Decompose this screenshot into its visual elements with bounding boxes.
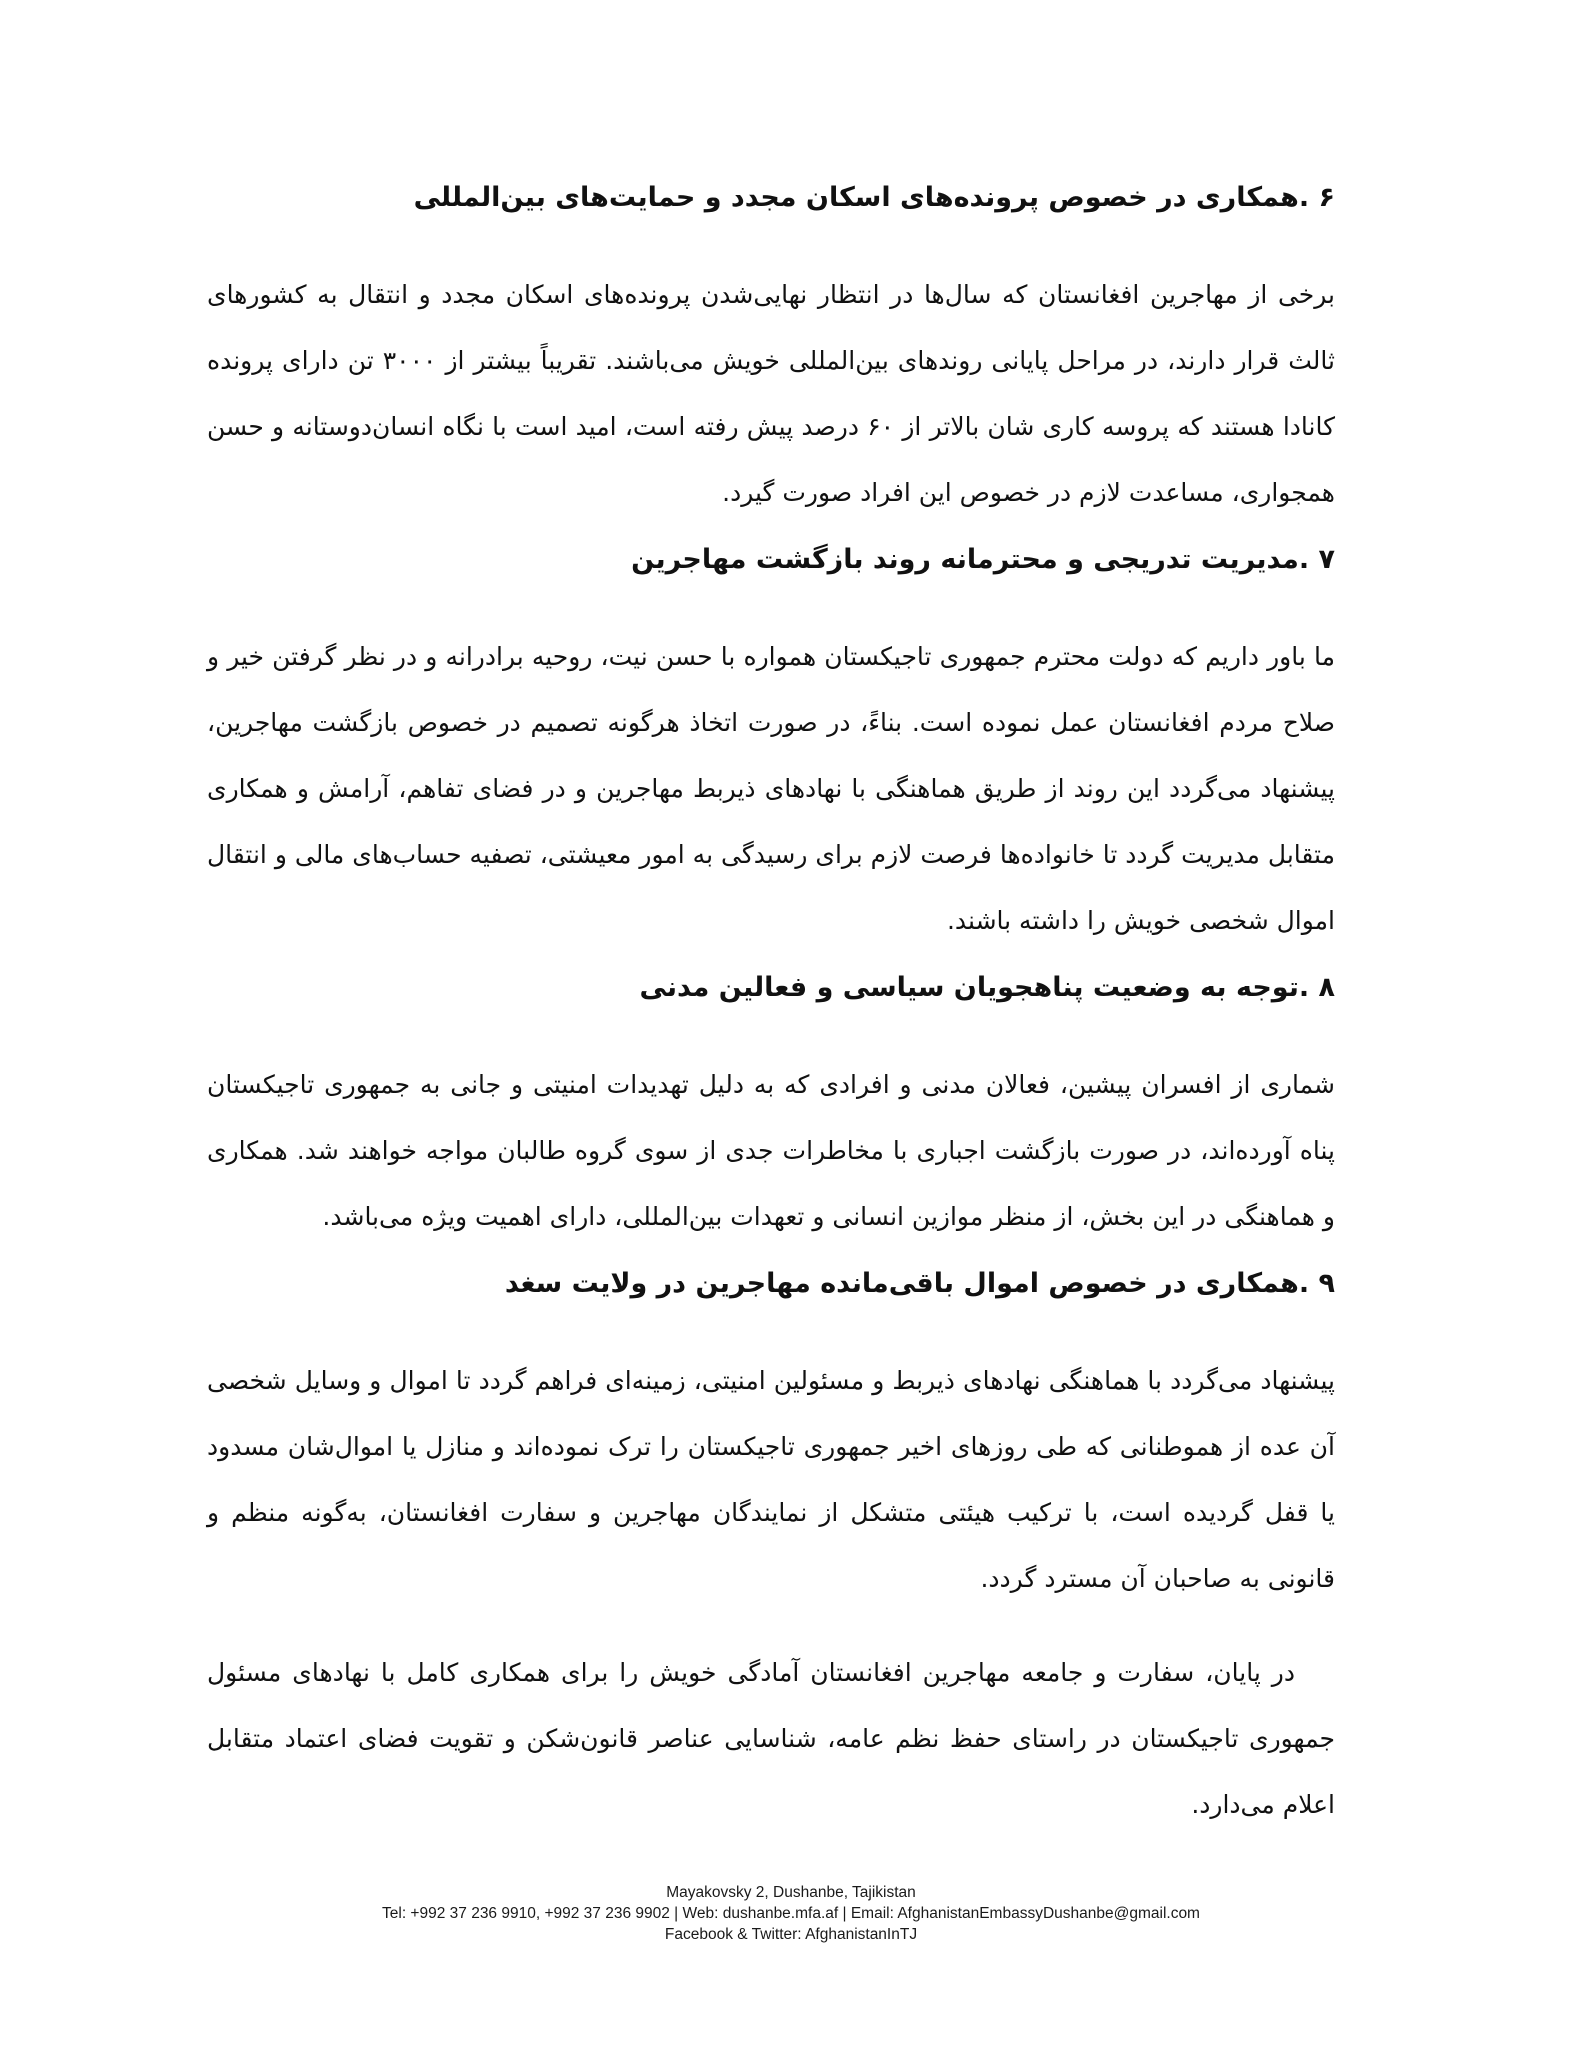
footer-contacts: Tel: +992 37 236 9910, +992 37 236 9902 | Web: dushanbe.mfa.af | Email: AfghanistanEmbassyDushanbe@gmail.com (382, 1905, 1200, 1922)
section-8 (207, 968, 1335, 1264)
closing-paragraph: در پایان، سفارت و جامعه مهاجرین افغانستان آمادگی خویش را برای همکاری کامل با نهادهای مسئول جمهوری تاجیکستان در راستای حفظ نظم عامه، شناسایی عناصر قانون‌شکن و تقویت فضای اعتماد متقابل اعلام می‌دارد. (207, 1658, 1335, 1819)
section-paragraph: پیشنهاد می‌گردد با هماهنگی نهادهای ذیربط و مسئولین امنیتی، زمینه‌ای فراهم گردد تا اموال و وسایل شخصی آن عده از هموطنانی که طی روزهای اخیر جمهوری تاجیکستان را ترک نموده‌اند و منازل یا اموال‌شان مسدود یا قفل گردیده است، با ترکیب هیئتی متشکل از نمایندگان مهاجرین و سفارت افغانستان، به‌گونه منظم و قانونی به صاحبان آن مسترد گردد. (207, 1366, 1335, 1593)
section-heading: ۶ .همکاری در خصوص پرونده‌های اسکان مجدد و حمایت‌های بین‌المللی (413, 182, 1335, 213)
section-paragraph: برخی از مهاجرین افغانستان که سال‌ها در انتظار نهایی‌شدن پرونده‌های اسکان مجدد و انتقال به کشورهای ثالث قرار دارند، در مراحل پایانی روندهای بین‌المللی خویش می‌باشند. تقریباً بیشتر از ۳۰۰۰ تن دارای پرونده کانادا هستند که پروسه کاری شان بالاتر از ۶۰ درصد پیش رفته است، امید است با نگاه انسان‌دوستانه و حسن همجواری، مساعدت لازم در خصوص این افراد صورت گیرد. (207, 280, 1336, 507)
section-heading: ۹ .همکاری در خصوص اموال باقی‌مانده مهاجرین در ولایت سغد (504, 1268, 1335, 1299)
section-paragraph: شماری از افسران پیشین، فعالان مدنی و افرادی که به دلیل تهدیدات امنیتی و جانی به جمهوری تاجیکستان پناه آورده‌اند، در صورت بازگشت اجباری با مخاطرات جدی از سوی گروه طالبان مواجه خواهند شد. همکاری و هماهنگی در این بخش، از منظر موازین انسانی و تعهدات بین‌المللی، دارای اهمیت ویژه می‌باشد. (207, 1070, 1335, 1231)
section-paragraph: ما باور داریم که دولت محترم جمهوری تاجیکستان همواره با حسن نیت، روحیه برادرانه و در نظر گرفتن خیر و صلاح مردم افغانستان عمل نموده است. بناءً، در صورت اتخاذ هرگونه تصمیم در خصوص بازگشت مهاجرین، پیشنهاد می‌گردد این روند از طریق هماهنگی با نهادهای ذیربط مهاجرین و در فضای تفاهم، آرامش و همکاری متقابل مدیریت گردد تا خانواده‌ها فرصت لازم برای رسیدگی به امور معیشتی، تصفیه حساب‌های مالی و انتقال اموال شخصی خویش را داشته باشند. (207, 642, 1335, 935)
letterhead-footer (0, 1882, 1582, 1945)
document-body (207, 178, 1335, 1838)
section-9 (207, 1264, 1335, 1640)
section-heading: ۸ .توجه به وضعیت پناهجویان سیاسی و فعالین مدنی (639, 972, 1335, 1003)
section-7 (207, 540, 1335, 968)
footer-address: Mayakovsky 2, Dushanbe, Tajikistan (666, 1884, 916, 1901)
section-6 (207, 178, 1335, 540)
footer-social: Facebook & Twitter: AfghanistanInTJ (664, 1926, 918, 1943)
section-heading: ۷ .مدیریت تدریجی و محترمانه روند بازگشت مهاجرین (631, 544, 1335, 575)
